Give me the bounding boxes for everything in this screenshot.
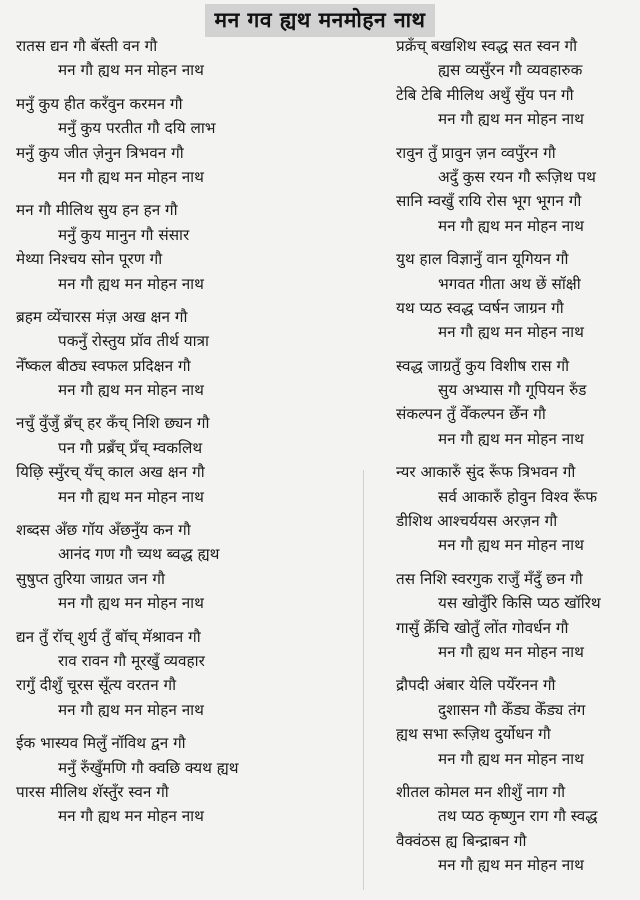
stanza-gap bbox=[16, 402, 361, 411]
verse-line-indented: मन गौ ह्यथ मन मोहन नाथ bbox=[438, 536, 584, 555]
verse-line-indented: मन गौ ह्यथ मन मोहन नाथ bbox=[438, 216, 584, 235]
verse-line: सानि म्वखुँ रायि रोस भूग भूगन गौ bbox=[396, 192, 582, 211]
verse-line-indented: मन गौ ह्यथ मन मोहन नाथ bbox=[438, 323, 584, 342]
verse-line-indented: दुशासन गौ केँड्य केँड्य तंग bbox=[438, 700, 586, 719]
verse-line: सुषुप्त तुरिया जाग्रत जन गौ bbox=[16, 569, 165, 588]
verse-line-indented: मन गौ ह्यथ मन मोहन नाथ bbox=[438, 749, 584, 768]
verse-line-indented: आनंद गण गौ च्यथ ब्वद्ध ह्यथ bbox=[58, 545, 220, 564]
verse-line-indented: राव रावन गौ मूरखुँ व्यवहार bbox=[58, 651, 205, 670]
verse-line: द्रौपदी अंबार येलि पयेँरनन गौ bbox=[396, 676, 556, 695]
verse-line: गासुँ क्रेँचि खोतुँ लोंत गोवर्धन गौ bbox=[396, 618, 569, 637]
verse-line-indented: मन गौ ह्यथ मन मोहन नाथ bbox=[58, 381, 204, 400]
verse-line-indented: मन गौ ह्यथ मन मोहन नाथ bbox=[58, 594, 204, 613]
verse-line-indented: मनुँ कुय मानुन गौ संसार bbox=[58, 225, 190, 244]
poem-column-left bbox=[16, 34, 361, 829]
verse-line: संकल्पन तुँ वेँकल्पन छेँन गौ bbox=[396, 405, 546, 424]
verse-line: मनुँ कुय हीत करँवुन करमन गौ bbox=[16, 94, 183, 113]
verse-line: मन गौ मीलिथ सुय हन हन गौ bbox=[16, 201, 178, 220]
poem-column-right bbox=[396, 34, 636, 878]
verse-line-indented: सुय अभ्यास गौ गूपियन रुँड bbox=[438, 381, 587, 400]
verse-line-indented: ह्यस व्यसुँरन गौ व्यवहारुक bbox=[438, 61, 583, 80]
page-title: मन गव ह्यथ मनमोहन नाथ bbox=[205, 4, 436, 37]
verse-line-indented: मन गौ ह्यथ मन मोहन नाथ bbox=[438, 429, 584, 448]
stanza-gap bbox=[396, 451, 636, 460]
verse-line: नचुँ वुँजुँ ब्रँच् हर कँच् निशि छ्यन गौ bbox=[16, 414, 210, 433]
verse-line: तस निशि स्वरगुक राजुँ मँदुँ छन गौ bbox=[396, 569, 583, 588]
verse-line-indented: मन गौ ह्यथ मन मोहन नाथ bbox=[438, 642, 584, 661]
stanza-gap bbox=[16, 189, 361, 198]
verse-line-indented: तथ प्यठ कृष्णुन राग गौ स्वद्ध bbox=[438, 807, 598, 826]
stanza-gap bbox=[16, 616, 361, 625]
verse-line: यिछ़ि स्मुँरच् यँच् काल अख क्षन गौ bbox=[16, 463, 205, 482]
verse-line: रातस द्यन गौ बॅस्ती वन गौ bbox=[16, 37, 158, 55]
stanza-gap bbox=[16, 83, 361, 92]
stanza-gap bbox=[396, 238, 636, 247]
verse-line: मेथ्या निश्चय सोन पूरण गौ bbox=[16, 250, 163, 269]
verse-line: न्यर आकारुँ सुंद रूँफ त्रिभवन गौ bbox=[396, 463, 576, 482]
stanza-gap bbox=[16, 509, 361, 518]
verse-line: स्वद्ध जाग्रतुँ कुय विशीष रास गौ bbox=[396, 356, 570, 375]
verse-line-indented: पन गौ प्रब्रँच् प्रँच् म्वकलिथ bbox=[58, 438, 203, 457]
verse-line-indented: मनुँ रुँखुँमणि गौ क्वछि क्यथ ह्यथ bbox=[58, 758, 239, 777]
verse-line-indented: सर्व आकारुँ होवुन विश्व रूँफ bbox=[438, 487, 598, 506]
verse-line: ह्यथ सभा रूज़िथ दुर्योधन गौ bbox=[396, 725, 551, 744]
verse-line: पारस मीलिथ शॅस्तुँर स्वन गौ bbox=[16, 782, 169, 801]
verse-line: रागुँ दीशुँ चूरस सूँत्य वरतन गौ bbox=[16, 676, 177, 695]
verse-line: शब्दस अँछ गॉय अँछनुँय कन गौ bbox=[16, 521, 191, 540]
verse-line-indented: पकनुँ रोस्तुय प्रॉव तीर्थ यात्रा bbox=[58, 332, 210, 351]
verse-line: नेँष्कल बीठ्य स्वफल प्रदिक्षन गौ bbox=[16, 356, 191, 375]
verse-line: वैक्वंठस ह्य बिन्द्राबन गौ bbox=[396, 831, 527, 850]
verse-line-indented: भगवत गीता अथ छें सॉक्षी bbox=[438, 274, 581, 293]
verse-line: रावुन तुँ प्रावुन ज़न व्वपुँरन गौ bbox=[396, 143, 556, 162]
verse-line-indented: मन गौ ह्यथ मन मोहन नाथ bbox=[438, 110, 584, 129]
stanza-gap bbox=[16, 296, 361, 305]
verse-line: मनुँ कुय जीत ज़ेनुन त्रिभवन गौ bbox=[16, 143, 184, 162]
column-divider bbox=[363, 470, 364, 890]
verse-line: यथ प्यठ स्वद्ध प्वर्षन जाग्रन गौ bbox=[396, 298, 564, 317]
verse-line-indented: मन गौ ह्यथ मन मोहन नाथ bbox=[58, 807, 204, 826]
verse-line: ईक भास्यव मिलुँ नॉविथ द्वन गौ bbox=[16, 734, 186, 753]
verse-line-indented: मन गौ ह्यथ मन मोहन नाथ bbox=[58, 274, 204, 293]
verse-line: प्रक्रँच् बखशिथ स्वद्ध सत स्वन गौ bbox=[396, 37, 578, 55]
stanza-gap bbox=[396, 132, 636, 141]
verse-line-indented: मन गौ ह्यथ मन मोहन नाथ bbox=[58, 700, 204, 719]
verse-line-indented: मन गौ ह्यथ मन मोहन नाथ bbox=[438, 856, 584, 875]
verse-line-indented: अदुँ कुस रयन गौ रूज़िथ पथ bbox=[438, 167, 596, 186]
verse-line-indented: यस खोवुँरि किसि प्यठ खॉरिथ bbox=[438, 594, 601, 613]
verse-line-indented: मन गौ ह्यथ मन मोहन नाथ bbox=[58, 487, 204, 506]
verse-line: टेबि टेबि मीलिथ अथुँ सुँय पन गौ bbox=[396, 85, 574, 104]
stanza-gap bbox=[396, 664, 636, 673]
verse-line: ब्रहम व्येंचारस मंज़ अख क्षन गौ bbox=[16, 307, 188, 326]
verse-line: डीशिथ आश्चर्ययस अरज़न गौ bbox=[396, 512, 558, 531]
verse-line: द्यन तुँ रॉच् शुर्य तुँ बॉच् मॅश्रावन गौ bbox=[16, 627, 201, 646]
verse-line-indented: मन गौ ह्यथ मन मोहन नाथ bbox=[58, 61, 204, 80]
stanza-gap bbox=[396, 345, 636, 354]
stanza-gap bbox=[396, 771, 636, 780]
stanza-gap bbox=[396, 558, 636, 567]
title-bar bbox=[0, 4, 640, 37]
verse-line-indented: मन गौ ह्यथ मन मोहन नाथ bbox=[58, 167, 204, 186]
verse-line: शीतल कोमल मन शीशुँ नाग गौ bbox=[396, 782, 566, 801]
verse-line: युथ हाल विज्ञानुँ वान यूगियन गौ bbox=[396, 250, 569, 269]
verse-line-indented: मनुँ कुय परतीत गौ दयि लाभ bbox=[58, 119, 216, 138]
stanza-gap bbox=[16, 722, 361, 731]
